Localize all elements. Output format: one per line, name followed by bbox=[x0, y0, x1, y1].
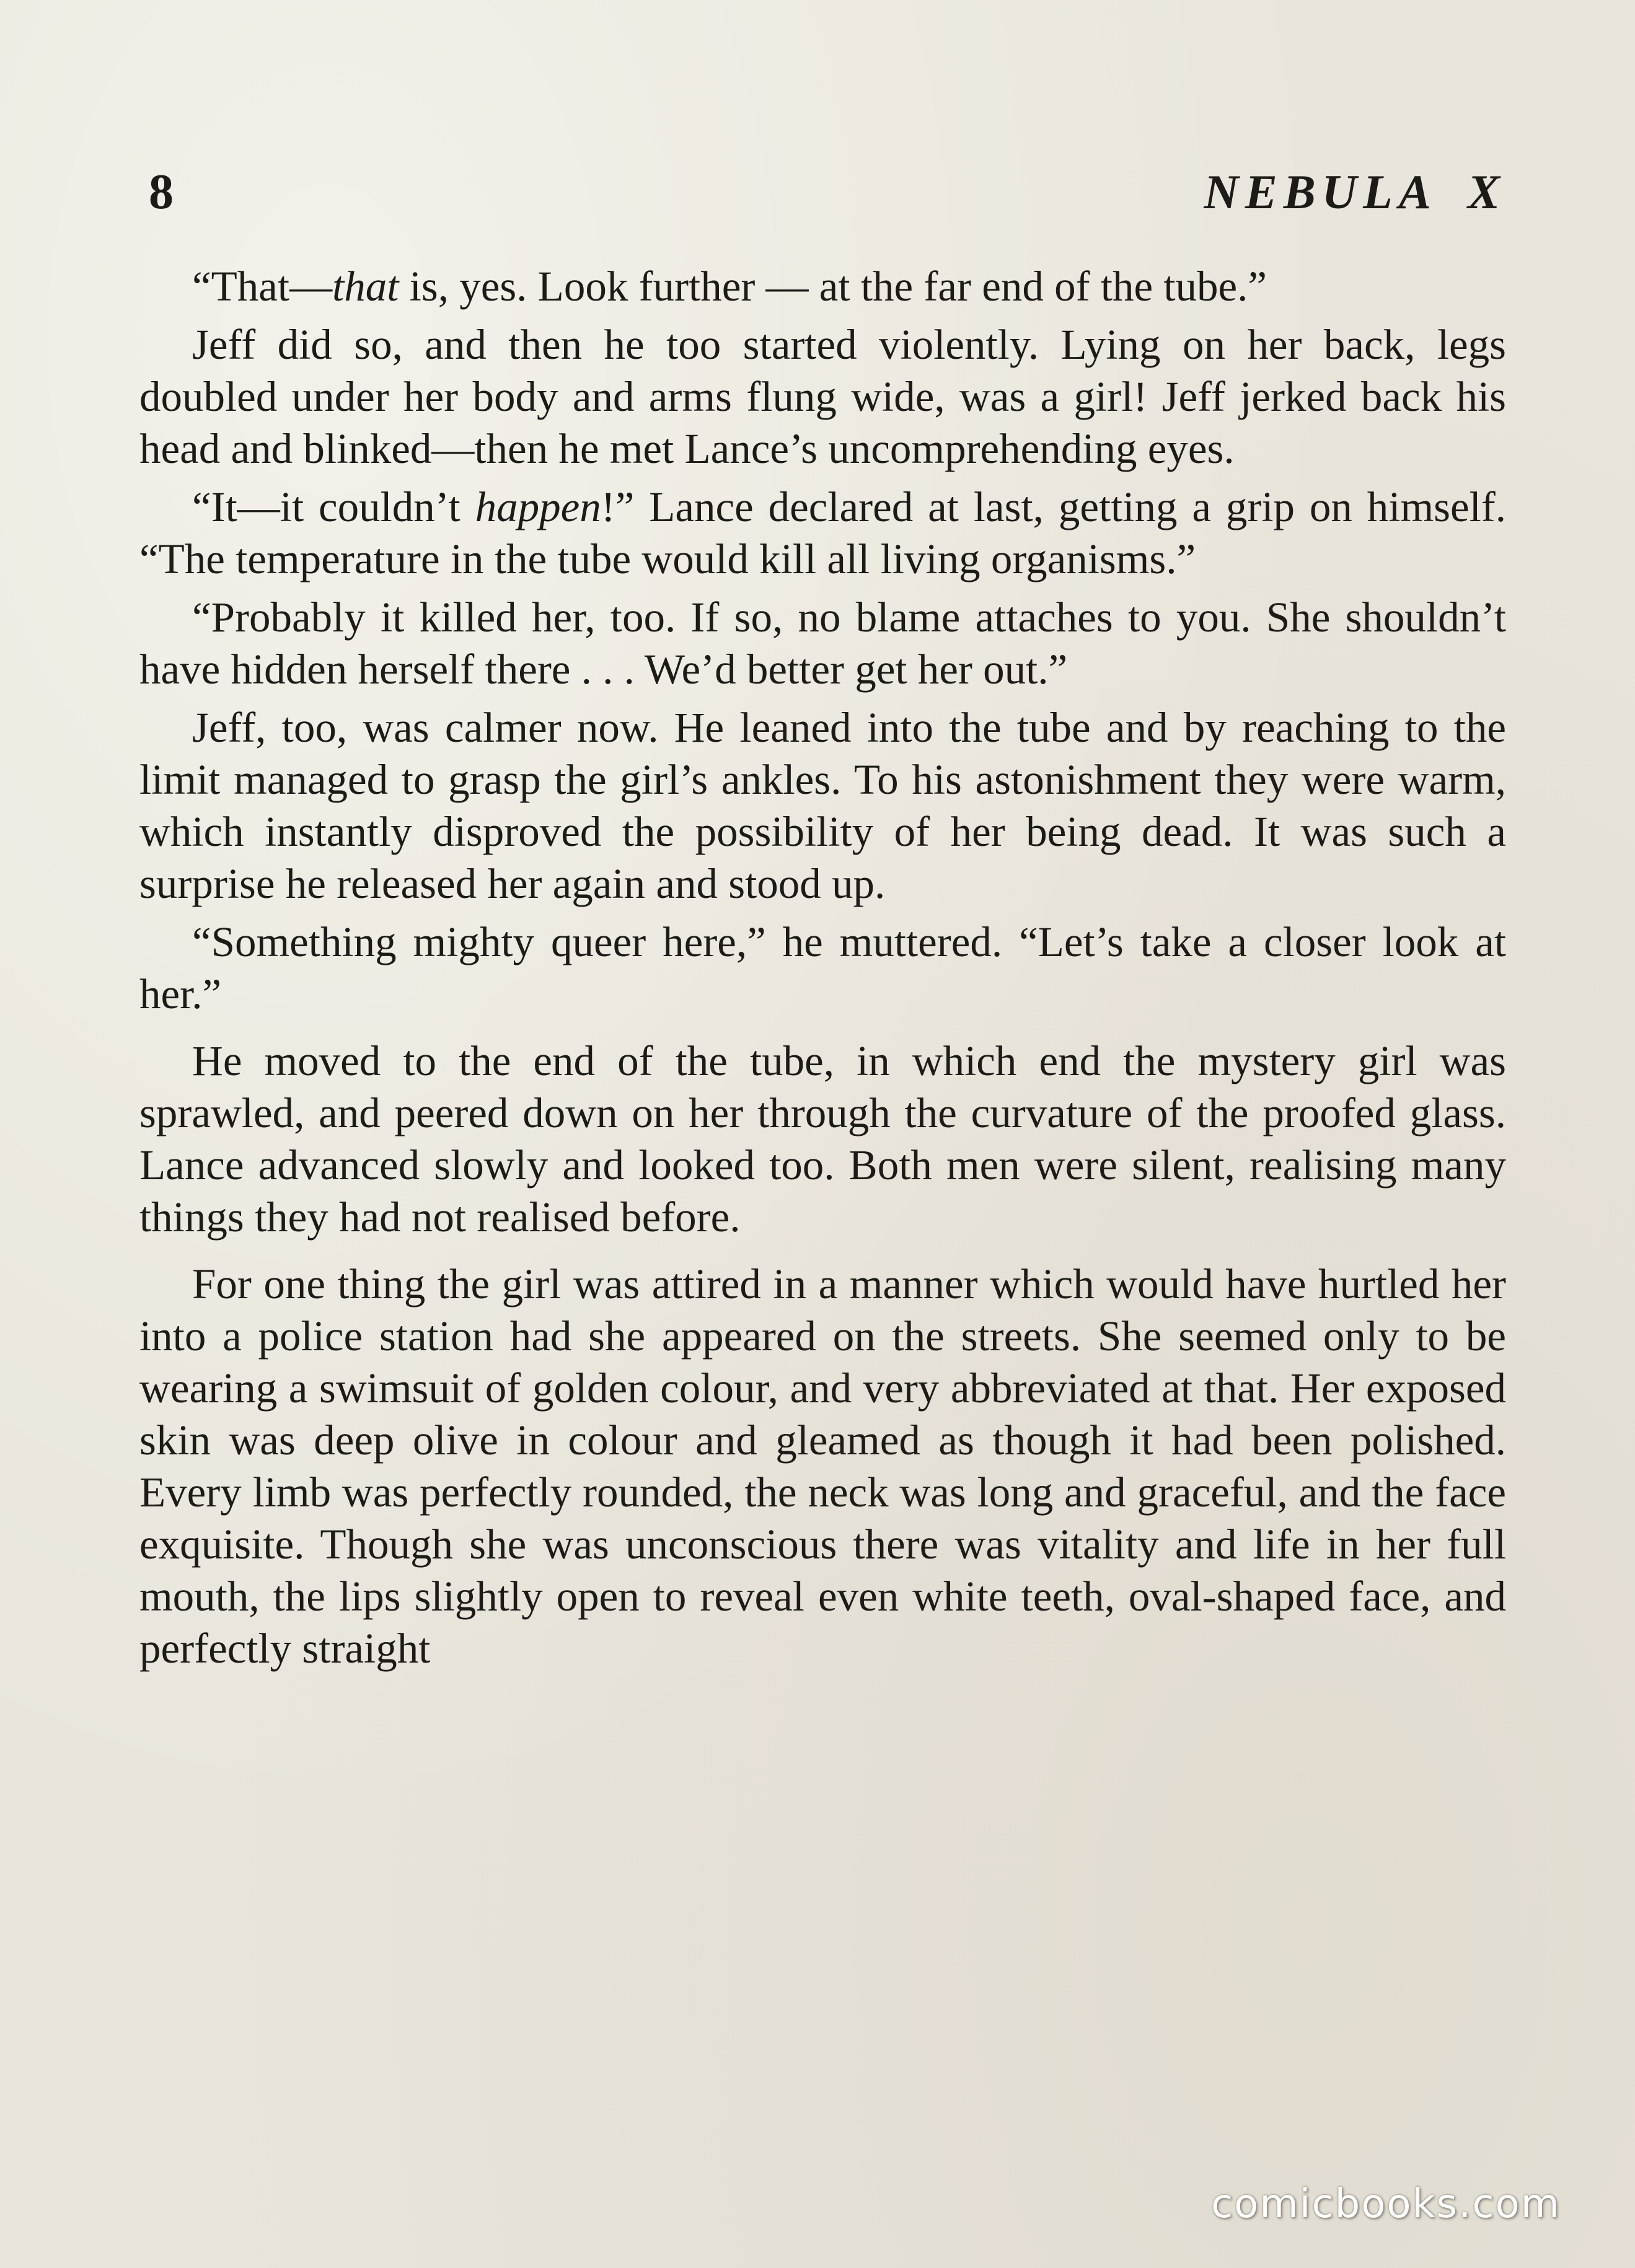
watermark: comicbooks.com bbox=[1210, 2181, 1561, 2227]
italic-text-segment: happen bbox=[475, 483, 601, 530]
body-text bbox=[139, 260, 1506, 1681]
running-title: NEBULA X bbox=[1204, 165, 1506, 219]
page-header bbox=[149, 158, 1506, 226]
text-segment: !” Lance declared at last, getting a grip on himself. “The temperature in the tube would kill all living organisms.” bbox=[139, 483, 1506, 582]
paragraph bbox=[139, 481, 1506, 585]
paragraph bbox=[139, 591, 1506, 695]
text-segment: “Something mighty queer here,” he muttered. “Let’s take a closer look at her.” bbox=[139, 918, 1506, 1018]
paragraph bbox=[139, 260, 1506, 312]
paragraph bbox=[139, 319, 1506, 475]
italic-text-segment: that bbox=[332, 263, 399, 310]
paragraph bbox=[139, 1035, 1506, 1243]
page-number: 8 bbox=[149, 165, 174, 219]
text-segment: He moved to the end of the tube, in which end the mystery girl was sprawled, and peered down on her through the curvature of the proofed glass. Lance advanced slowly and looked too. Both men were silent, realising many things they had not realised before. bbox=[139, 1037, 1506, 1241]
paragraph bbox=[139, 916, 1506, 1020]
paragraph bbox=[139, 701, 1506, 910]
paragraph bbox=[139, 1258, 1506, 1674]
text-segment: “That— bbox=[192, 263, 333, 310]
text-segment: is, yes. Look further — at the far end of the tube.” bbox=[399, 263, 1267, 310]
text-segment: For one thing the girl was attired in a manner which would have hurtled her into a police station had she appeared on the streets. She seemed only to be wearing a swimsuit of golden colour, and very abbreviated at that. Her exposed skin was deep olive in colour and gleamed as though it had been polished. Every limb was perfectly rounded, the neck was long and graceful, and the face exquisite. Though she was unconscious there was vitality and life in her full mouth, the lips slightly open to reveal even white teeth, oval-shaped face, and perfectly straight bbox=[139, 1260, 1506, 1672]
text-segment: “Probably it killed her, too. If so, no blame attaches to you. She shouldn’t have hidden herself there . . . We’d better get her out.” bbox=[139, 594, 1506, 693]
text-segment: Jeff, too, was calmer now. He leaned into the tube and by reaching to the limit managed to grasp the girl’s ankles. To his astonishment they were warm, which instantly disproved the possibility of her being dead. It was such a surprise he released her again and stood up. bbox=[139, 704, 1506, 907]
text-segment: Jeff did so, and then he too started violently. Lying on her back, legs doubled under her body and arms flung wide, was a girl! Jeff jerked back his head and blinked—then he met Lance’s uncomprehending eyes. bbox=[139, 321, 1506, 472]
text-segment: “It—it couldn’t bbox=[192, 483, 475, 530]
